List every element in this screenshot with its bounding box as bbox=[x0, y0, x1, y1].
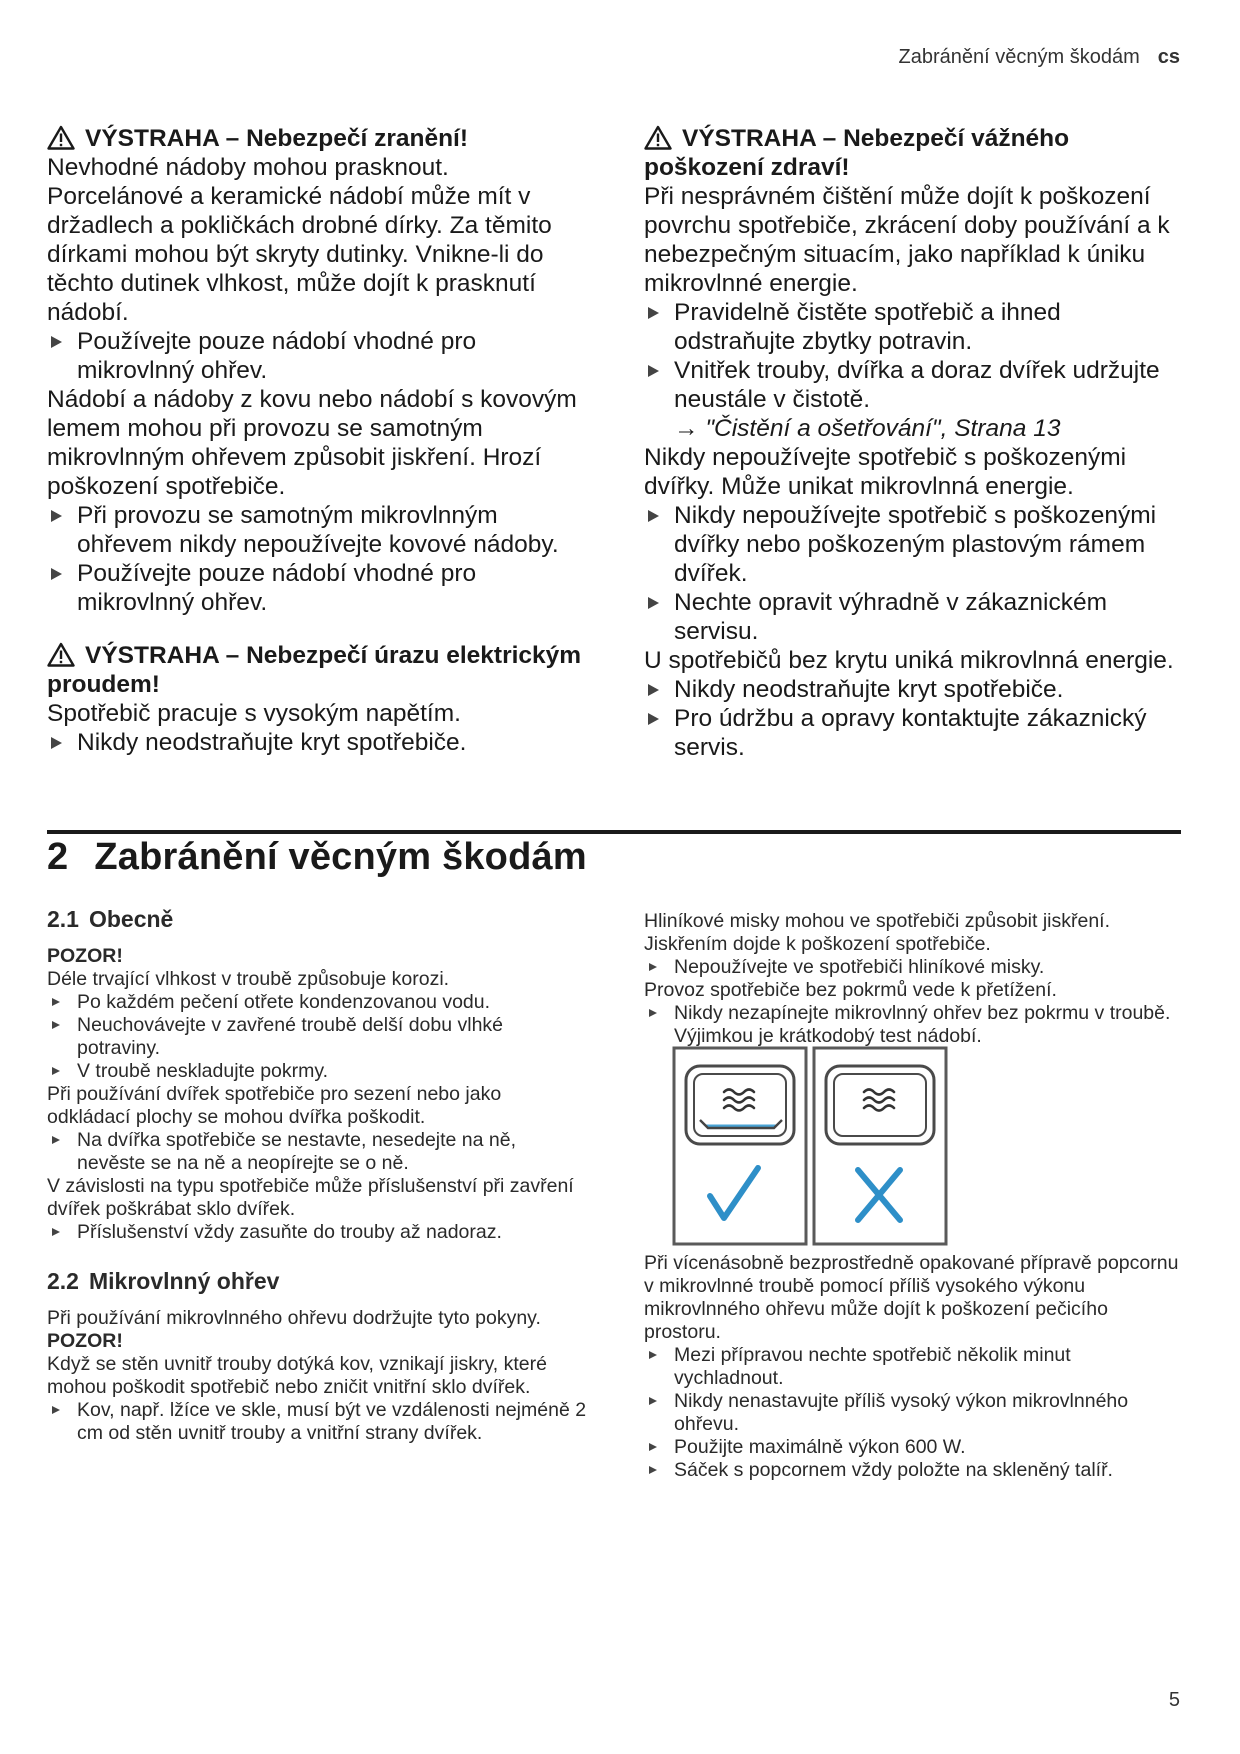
correct-panel bbox=[674, 1048, 806, 1244]
header-language-code: cs bbox=[1157, 46, 1180, 68]
section-text: Při vícenásobně bezprostředně opakované přípravě popcornu v mikrovlnné troubě pomocí příliš vysokého výkonu mikrovlnného ohřevu může dojít k poškození pečicího prostoru. bbox=[644, 1252, 1179, 1343]
bullet-item: Používejte pouze nádobí vhodné pro mikrovlnný ohřev. bbox=[47, 559, 587, 617]
bullet-item: Použijte maximálně výkon 600 W. bbox=[644, 1436, 1184, 1459]
bullet-item: Pravidelně čistěte spotřebič a ihned odstraňujte zbytky potravin. bbox=[644, 298, 1184, 356]
section-text: Při používání dvířek spotřebiče pro sezení nebo jako odkládací plochy se mohou dvířka poškodit. bbox=[47, 1083, 502, 1128]
bullet-item: Při provozu se samotným mikrovlnným ohřevem nikdy nepoužívejte kovové nádoby. bbox=[47, 501, 587, 559]
bullet-item: Příslušenství vždy zasuňte do trouby až nadoraz. bbox=[47, 1221, 587, 1244]
section-text: Hliníkové misky mohou ve spotřebiči způsobit jiskření. Jiskřením dojde k poškození spotřebiče. bbox=[644, 910, 1111, 955]
notice-label: POZOR! bbox=[47, 945, 123, 967]
section-title: 2.2 Mikrovlnný ohřev bbox=[47, 1268, 280, 1294]
bullet-item: Kov, např. lžíce ve skle, musí být ve vzdálenosti nejméně 2 cm od stěn uvnitř trouby a vnitřní strany dvířek. bbox=[47, 1399, 587, 1445]
warning-triangle-icon bbox=[47, 125, 75, 150]
bullet-item: Používejte pouze nádobí vhodné pro mikrovlnný ohřev. bbox=[47, 327, 587, 385]
chapter-title bbox=[47, 836, 587, 879]
bullet-item: Nechte opravit výhradně v zákaznickém servisu. bbox=[644, 588, 1184, 646]
cross-reference-link[interactable]: → "Čistění a ošetřování", Strana 13 bbox=[674, 415, 1061, 442]
right-sections-top bbox=[644, 910, 1184, 1048]
header-section-title: Zabránění věcným škodám bbox=[898, 46, 1140, 68]
section-2-1 bbox=[47, 908, 587, 1244]
bullet-item: Nikdy neodstraňujte kryt spotřebiče. bbox=[644, 675, 1184, 704]
microwave-illustration bbox=[672, 1046, 948, 1246]
section-text: Když se stěn uvnitř trouby dotýká kov, vznikají jiskry, které mohou poškodit spotřebič nebo zničit vnitřní sklo dvířek. bbox=[47, 1353, 547, 1398]
section-text: Déle trvající vlhkost v troubě způsobuje korozi. bbox=[47, 968, 450, 990]
warning-text: Nádobí a nádoby z kovu nebo nádobí s kovovým lemem mohou při provozu se samotným mikrovlnným ohřevem způsobit jiskření. Hrozí poškození spotřebiče. bbox=[47, 386, 577, 500]
warning-triangle-icon bbox=[644, 125, 672, 150]
bullet-item: Vnitřek trouby, dvířka a doraz dvířek udržujte neustále v čistotě. bbox=[644, 356, 1184, 414]
section-text: Provoz spotřebiče bez pokrmů vede k přetížení. bbox=[644, 979, 1057, 1001]
bullet-item: Na dvířka spotřebiče se nestavte, nesedejte na ně, nevěste se na ně a neopírejte se o ně. bbox=[47, 1129, 587, 1175]
warning-text: Nikdy nepoužívejte spotřebič s poškozenými dvířky. Může unikat mikrovlnná energie. bbox=[644, 444, 1127, 500]
wrong-panel bbox=[814, 1048, 946, 1244]
chapter-name: Zabránění věcným škodám bbox=[94, 836, 587, 878]
page-number: 5 bbox=[1168, 1689, 1180, 1711]
bullet-item: Po každém pečení otřete kondenzovanou vodu. bbox=[47, 991, 587, 1014]
bullet-item: Mezi přípravou nechte spotřebič několik minut vychladnout. bbox=[644, 1344, 1184, 1390]
warning-block-injury bbox=[47, 124, 587, 617]
bullet-item: Nikdy nenastavujte příliš vysoký výkon mikrovlnného ohřevu. bbox=[644, 1390, 1184, 1436]
section-text: Při používání mikrovlnného ohřevu dodržujte tyto pokyny. bbox=[47, 1307, 541, 1329]
warning-title: VÝSTRAHA – Nebezpečí úrazu elektrickým proudem! bbox=[47, 642, 582, 698]
arrow-right-icon: → bbox=[674, 415, 706, 442]
warning-block-electric bbox=[47, 641, 587, 757]
section-2-2 bbox=[47, 1270, 587, 1445]
warning-text: Při nesprávném čištění může dojít k poškození povrchu spotřebiče, zkrácení doby používání a k nebezpečným situacím, jako například k úniku mikrovlnné energie. bbox=[644, 183, 1170, 297]
bullet-item: Sáček s popcornem vždy položte na skleněný talíř. bbox=[644, 1459, 1184, 1482]
running-header bbox=[899, 46, 1180, 69]
chapter-number: 2 bbox=[47, 836, 69, 878]
bullet-item: Pro údržbu a opravy kontaktujte zákaznický servis. bbox=[644, 704, 1184, 762]
left-warnings-column bbox=[47, 124, 587, 757]
warning-text: Spotřebič pracuje s vysokým napětím. bbox=[47, 700, 461, 727]
bullet-item: Nikdy nezapínejte mikrovlnný ohřev bez pokrmu v troubě. Výjimkou je krátkodobý test nádobí. bbox=[644, 1002, 1184, 1048]
chapter-rule bbox=[47, 830, 1181, 834]
warning-text: Nevhodné nádoby mohou prasknout. Porcelánové a keramické nádobí může mít v držadlech a pokličkách drobné dírky. Za těmito dírkami mohou být skryty dutinky. Vnikne-li do těchto dutinek vlhkost, může dojít k prasknutí nádobí. bbox=[47, 154, 552, 326]
bullet-item: Nikdy neodstraňujte kryt spotřebiče. bbox=[47, 728, 587, 757]
notice-label: POZOR! bbox=[47, 1330, 123, 1352]
warning-title: VÝSTRAHA – Nebezpečí vážného poškození zdraví! bbox=[644, 125, 1070, 181]
right-sections-bottom bbox=[644, 1252, 1184, 1482]
bullet-item: Nikdy nepoužívejte spotřebič s poškozenými dvířky nebo poškozeným plastovým rámem dvířek. bbox=[644, 501, 1184, 588]
warning-title: VÝSTRAHA – Nebezpečí zranění! bbox=[47, 124, 587, 153]
section-text: V závislosti na typu spotřebiče může příslušenství při zavření dvířek poškrábat sklo dvířek. bbox=[47, 1175, 574, 1220]
bullet-item: Nepoužívejte ve spotřebiči hliníkové misky. bbox=[644, 956, 1184, 979]
right-warning-column bbox=[644, 124, 1184, 762]
bullet-item: V troubě neskladujte pokrmy. bbox=[47, 1060, 587, 1083]
section-title: 2.1 Obecně bbox=[47, 906, 174, 932]
left-sections-column bbox=[47, 908, 587, 1445]
warning-triangle-icon bbox=[47, 642, 75, 667]
bullet-item: Neuchovávejte v zavřené troubě delší dobu vlhké potraviny. bbox=[47, 1014, 587, 1060]
warning-text: U spotřebičů bez krytu uniká mikrovlnná energie. bbox=[644, 647, 1174, 674]
